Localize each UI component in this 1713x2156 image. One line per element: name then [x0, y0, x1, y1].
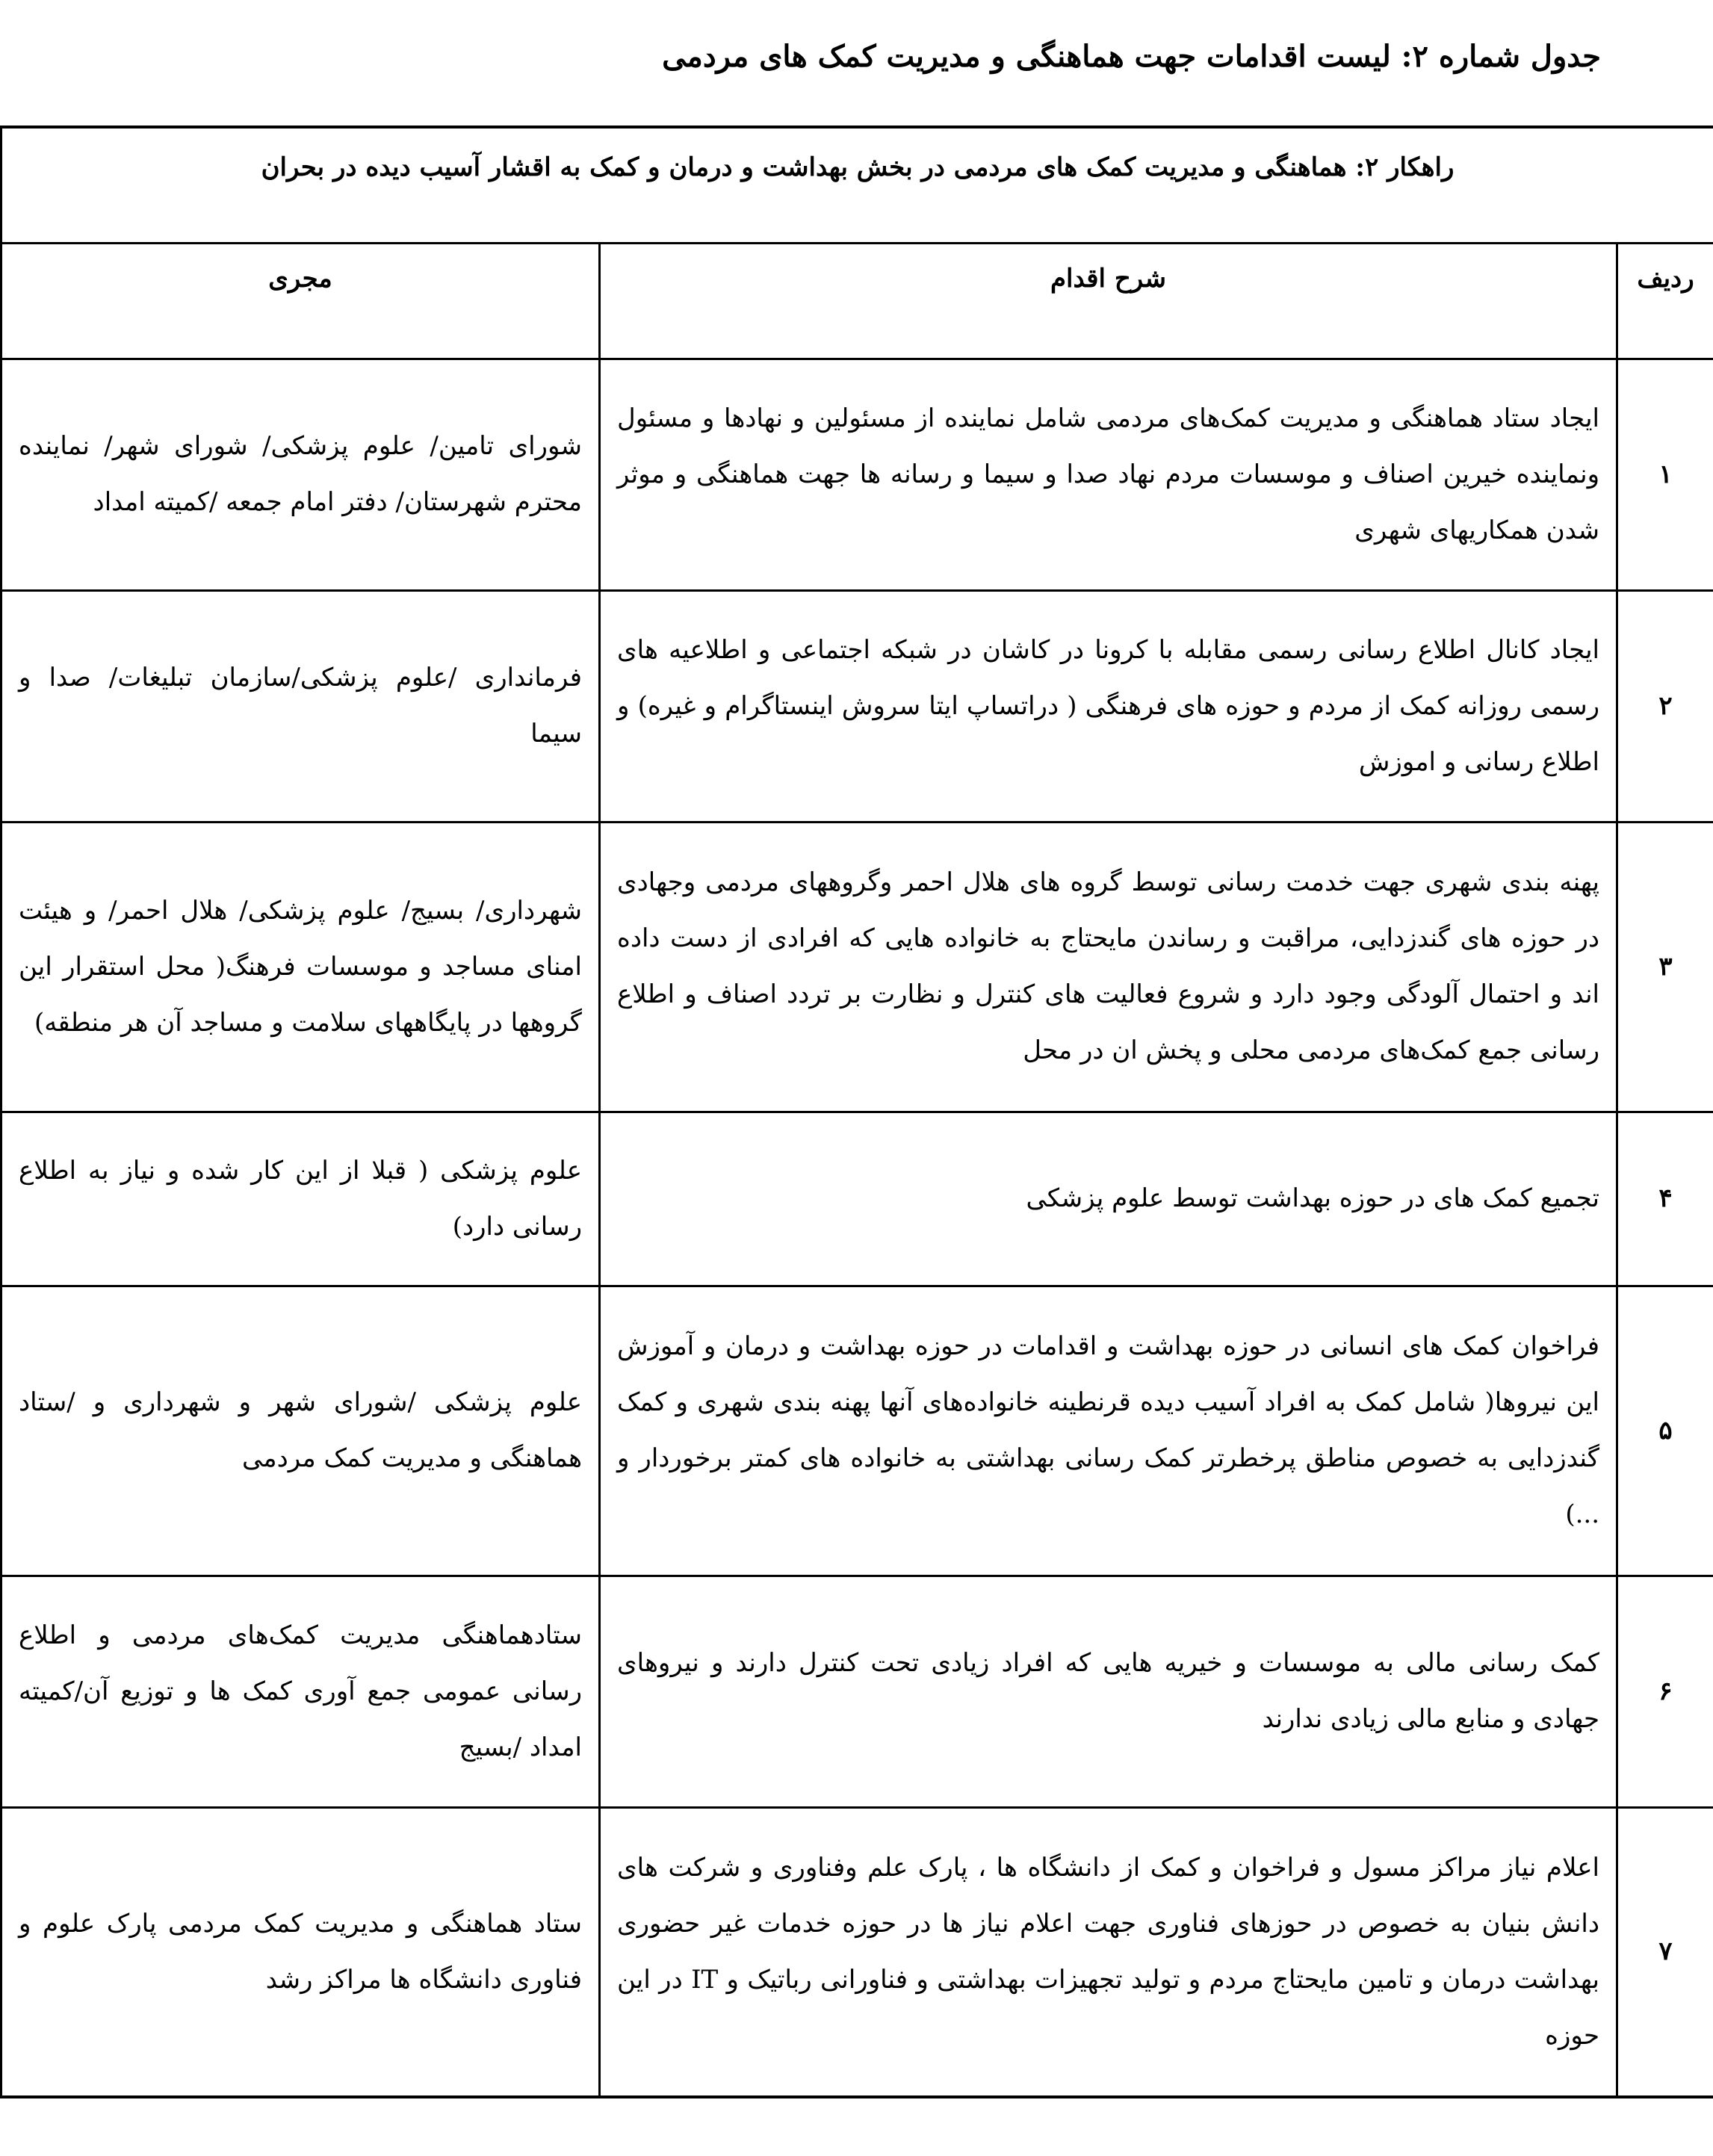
strategy-row: [1, 127, 1713, 243]
row-number: ۵: [1617, 1286, 1713, 1576]
row-number: ۶: [1617, 1576, 1713, 1807]
row-executor: علوم پزشکی /شورای شهر و شهرداری و /ستاد هماهنگی و مدیریت کمک مردمی: [1, 1286, 600, 1576]
header-action-description: شرح اقدام: [600, 243, 1617, 359]
row-executor: شورای تامین/ علوم پزشکی/ شورای شهر/ نماینده محترم شهرستان/ دفتر امام جمعه /کمیته امداد: [1, 359, 600, 590]
row-number: ۴: [1617, 1112, 1713, 1286]
table-row: [1, 1286, 1713, 1576]
header-row-number: ردیف: [1617, 243, 1713, 359]
row-number: ۷: [1617, 1807, 1713, 2097]
strategy-heading: راهکار ۲: هماهنگی و مدیریت کمک های مردمی در بخش بهداشت و درمان و کمک به اقشار آسیب دیده در بحران: [1, 127, 1713, 243]
header-row: [1, 243, 1713, 359]
header-executor: مجری: [1, 243, 600, 359]
row-executor: علوم پزشکی ( قبلا از این کار شده و نیاز به اطلاع رسانی دارد): [1, 1112, 600, 1286]
row-action: اعلام نیاز مراکز مسول و فراخوان و کمک از دانشگاه ها ، پارک علم وفناوری و شرکت های دانش بنیان به خصوص در حوزهای فناوری جهت اعلام نیاز ها در حوزه خدمات غیر حضوری بهداشت درمان و تامین مایحتاج مردم و تولید تجهیزات بهداشتی و فناورانی رباتیک و IT در این حوزه: [600, 1807, 1617, 2097]
row-executor: ستادهماهنگی مدیریت کمک‌های مردمی و اطلاع رسانی عمومی جمع آوری کمک ها و توزیع آن/کمیته امداد /بسیج: [1, 1576, 600, 1807]
table-row: [1, 359, 1713, 590]
document-title: جدول شماره ۲: لیست اقدامات جهت هماهنگی و مدیریت کمک های مردمی: [662, 39, 1601, 74]
actions-table: [0, 126, 1713, 2098]
row-number: ۳: [1617, 822, 1713, 1112]
table-row: [1, 1576, 1713, 1807]
row-action: ایجاد کانال اطلاع رسانی رسمی مقابله با کرونا در کاشان در شبکه اجتماعی و اطلاعیه های رسمی روزانه کمک از مردم و حوزه های فرهنگی ( دراتساپ ایتا سروش اینستاگرام و غیره) و اطلاع رسانی و اموزش: [600, 590, 1617, 822]
table-row: [1, 822, 1713, 1112]
row-executor: ستاد هماهنگی و مدیریت کمک مردمی پارک علوم و فناوری دانشگاه ها مراکز رشد: [1, 1807, 600, 2097]
row-number: ۲: [1617, 590, 1713, 822]
table-row: [1, 1112, 1713, 1286]
row-action: کمک رسانی مالی به موسسات و خیریه هایی که افراد زیادی تحت کنترل دارند و نیروهای جهادی و منابع مالی زیادی ندارند: [600, 1576, 1617, 1807]
row-action: ایجاد ستاد هماهنگی و مدیریت کمک‌های مردمی شامل نماینده از مسئولین و نهادها و مسئول ونماینده خیرین اصناف و موسسات مردم نهاد صدا و سیما و رسانه ها جهت هماهنگی و موثر شدن همکاریهای شهری: [600, 359, 1617, 590]
row-executor: فرمانداری /علوم پزشکی/سازمان تبلیغات/ صدا و سیما: [1, 590, 600, 822]
table-row: [1, 1807, 1713, 2097]
row-action: فراخوان کمک های انسانی در حوزه بهداشت و اقدامات در حوزه بهداشت و درمان و آموزش این نیروها( شامل کمک به افراد آسیب دیده قرنطینه خانواده‌های آنها پهنه بندی شهری و کمک گندزدایی به خصوص مناطق پرخطرتر کمک رسانی بهداشتی به خانواده های کمتر برخوردار و ...): [600, 1286, 1617, 1576]
row-action: تجمیع کمک های در حوزه بهداشت توسط علوم پزشکی: [600, 1112, 1617, 1286]
row-executor: شهرداری/ بسیج/ علوم پزشکی/ هلال احمر/ و هیئت امنای مساجد و موسسات فرهنگ( محل استقرار این گروهها در پایگاههای سلامت و مساجد آن هر منطقه): [1, 822, 600, 1112]
table-row: [1, 590, 1713, 822]
row-action: پهنه بندی شهری جهت خدمت رسانی توسط گروه های هلال احمر وگروههای مردمی وجهادی در حوزه های گندزدایی، مراقبت و رساندن مایحتاج به خانواده هایی که افرادی از دست داده اند و احتمال آلودگی وجود دارد و شروع فعالیت های کنترل و نظارت بر تردد اصناف و اطلاع رسانی جمع کمک‌های مردمی محلی و پخش ان در محل: [600, 822, 1617, 1112]
row-number: ۱: [1617, 359, 1713, 590]
